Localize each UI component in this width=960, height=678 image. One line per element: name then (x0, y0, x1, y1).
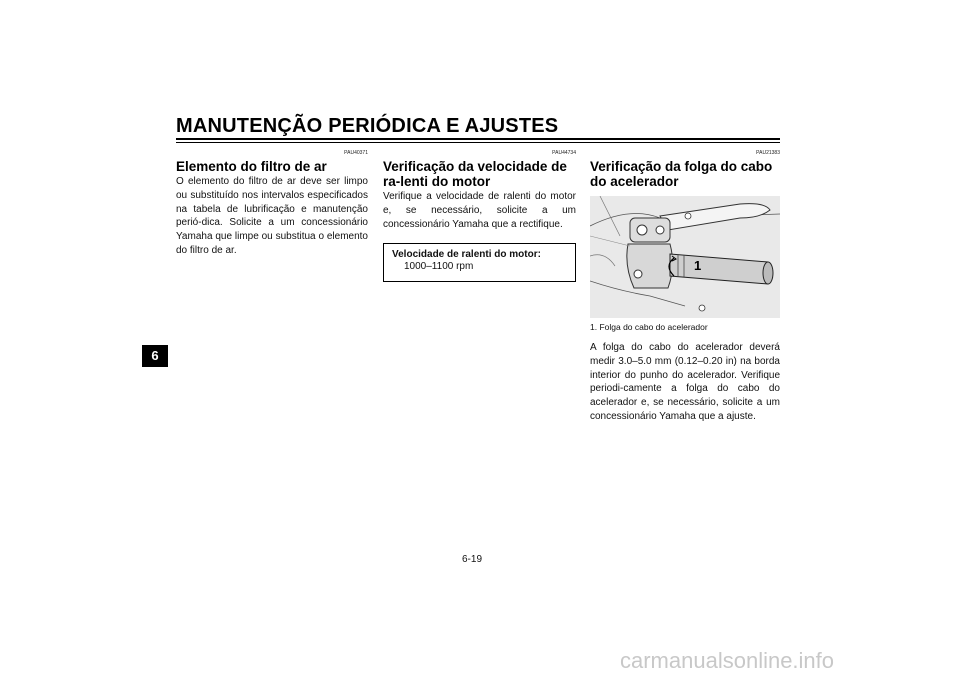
chapter-tab: 6 (142, 345, 168, 367)
header-rule-thin (176, 142, 780, 143)
page-number: 6-19 (462, 554, 483, 565)
section-code: PAU40371 (344, 150, 368, 156)
section-idle-speed (383, 150, 576, 282)
section-heading: Verificação da velocidade de ra-lenti do motor (383, 159, 567, 189)
section-code: PAU44734 (552, 150, 576, 156)
section-body: O elemento do filtro de ar deve ser limpo ou substituído nos intervalos especificados na tabela de lubrificação e manutenção perió-dica. Solicite a um concessionário Yamaha que limpe ou substitua o elemento do filtro de ar. (176, 176, 368, 256)
section-body: Verifique a velocidade de ralenti do motor e, se necessário, solicite a um concessionário Yamaha que a rectifique. (383, 191, 576, 230)
section-heading: Verificação da folga do cabo do acelerador (590, 159, 773, 189)
figure-caption: 1. Folga do cabo do acelerador (590, 322, 708, 332)
page-title: MANUTENÇÃO PERIÓDICA E AJUSTES (176, 115, 559, 137)
section-heading: Elemento do filtro de ar (176, 159, 327, 174)
section-throttle-cable (590, 150, 780, 424)
callout-number: 1 (694, 258, 702, 273)
spec-label: Velocidade de ralenti do motor: (392, 249, 541, 261)
header-rule (176, 138, 780, 140)
handlebar-drawing (590, 196, 780, 318)
spec-box (383, 243, 576, 282)
section-air-filter (176, 150, 368, 258)
throttle-illustration (590, 196, 780, 318)
spec-value: 1000–1100 rpm (404, 261, 474, 273)
watermark: carmanualsonline.info (620, 648, 835, 673)
section-body: A folga do cabo do acelerador deverá medir 3.0–5.0 mm (0.12–0.20 in) na borda interior do punho do acelerador. Verifique periodi-camente a folga do cabo do acelerador e, se necessário, solicite a um concessionário Yamaha que a ajuste. (590, 342, 780, 422)
section-code: PAU21383 (756, 150, 780, 156)
